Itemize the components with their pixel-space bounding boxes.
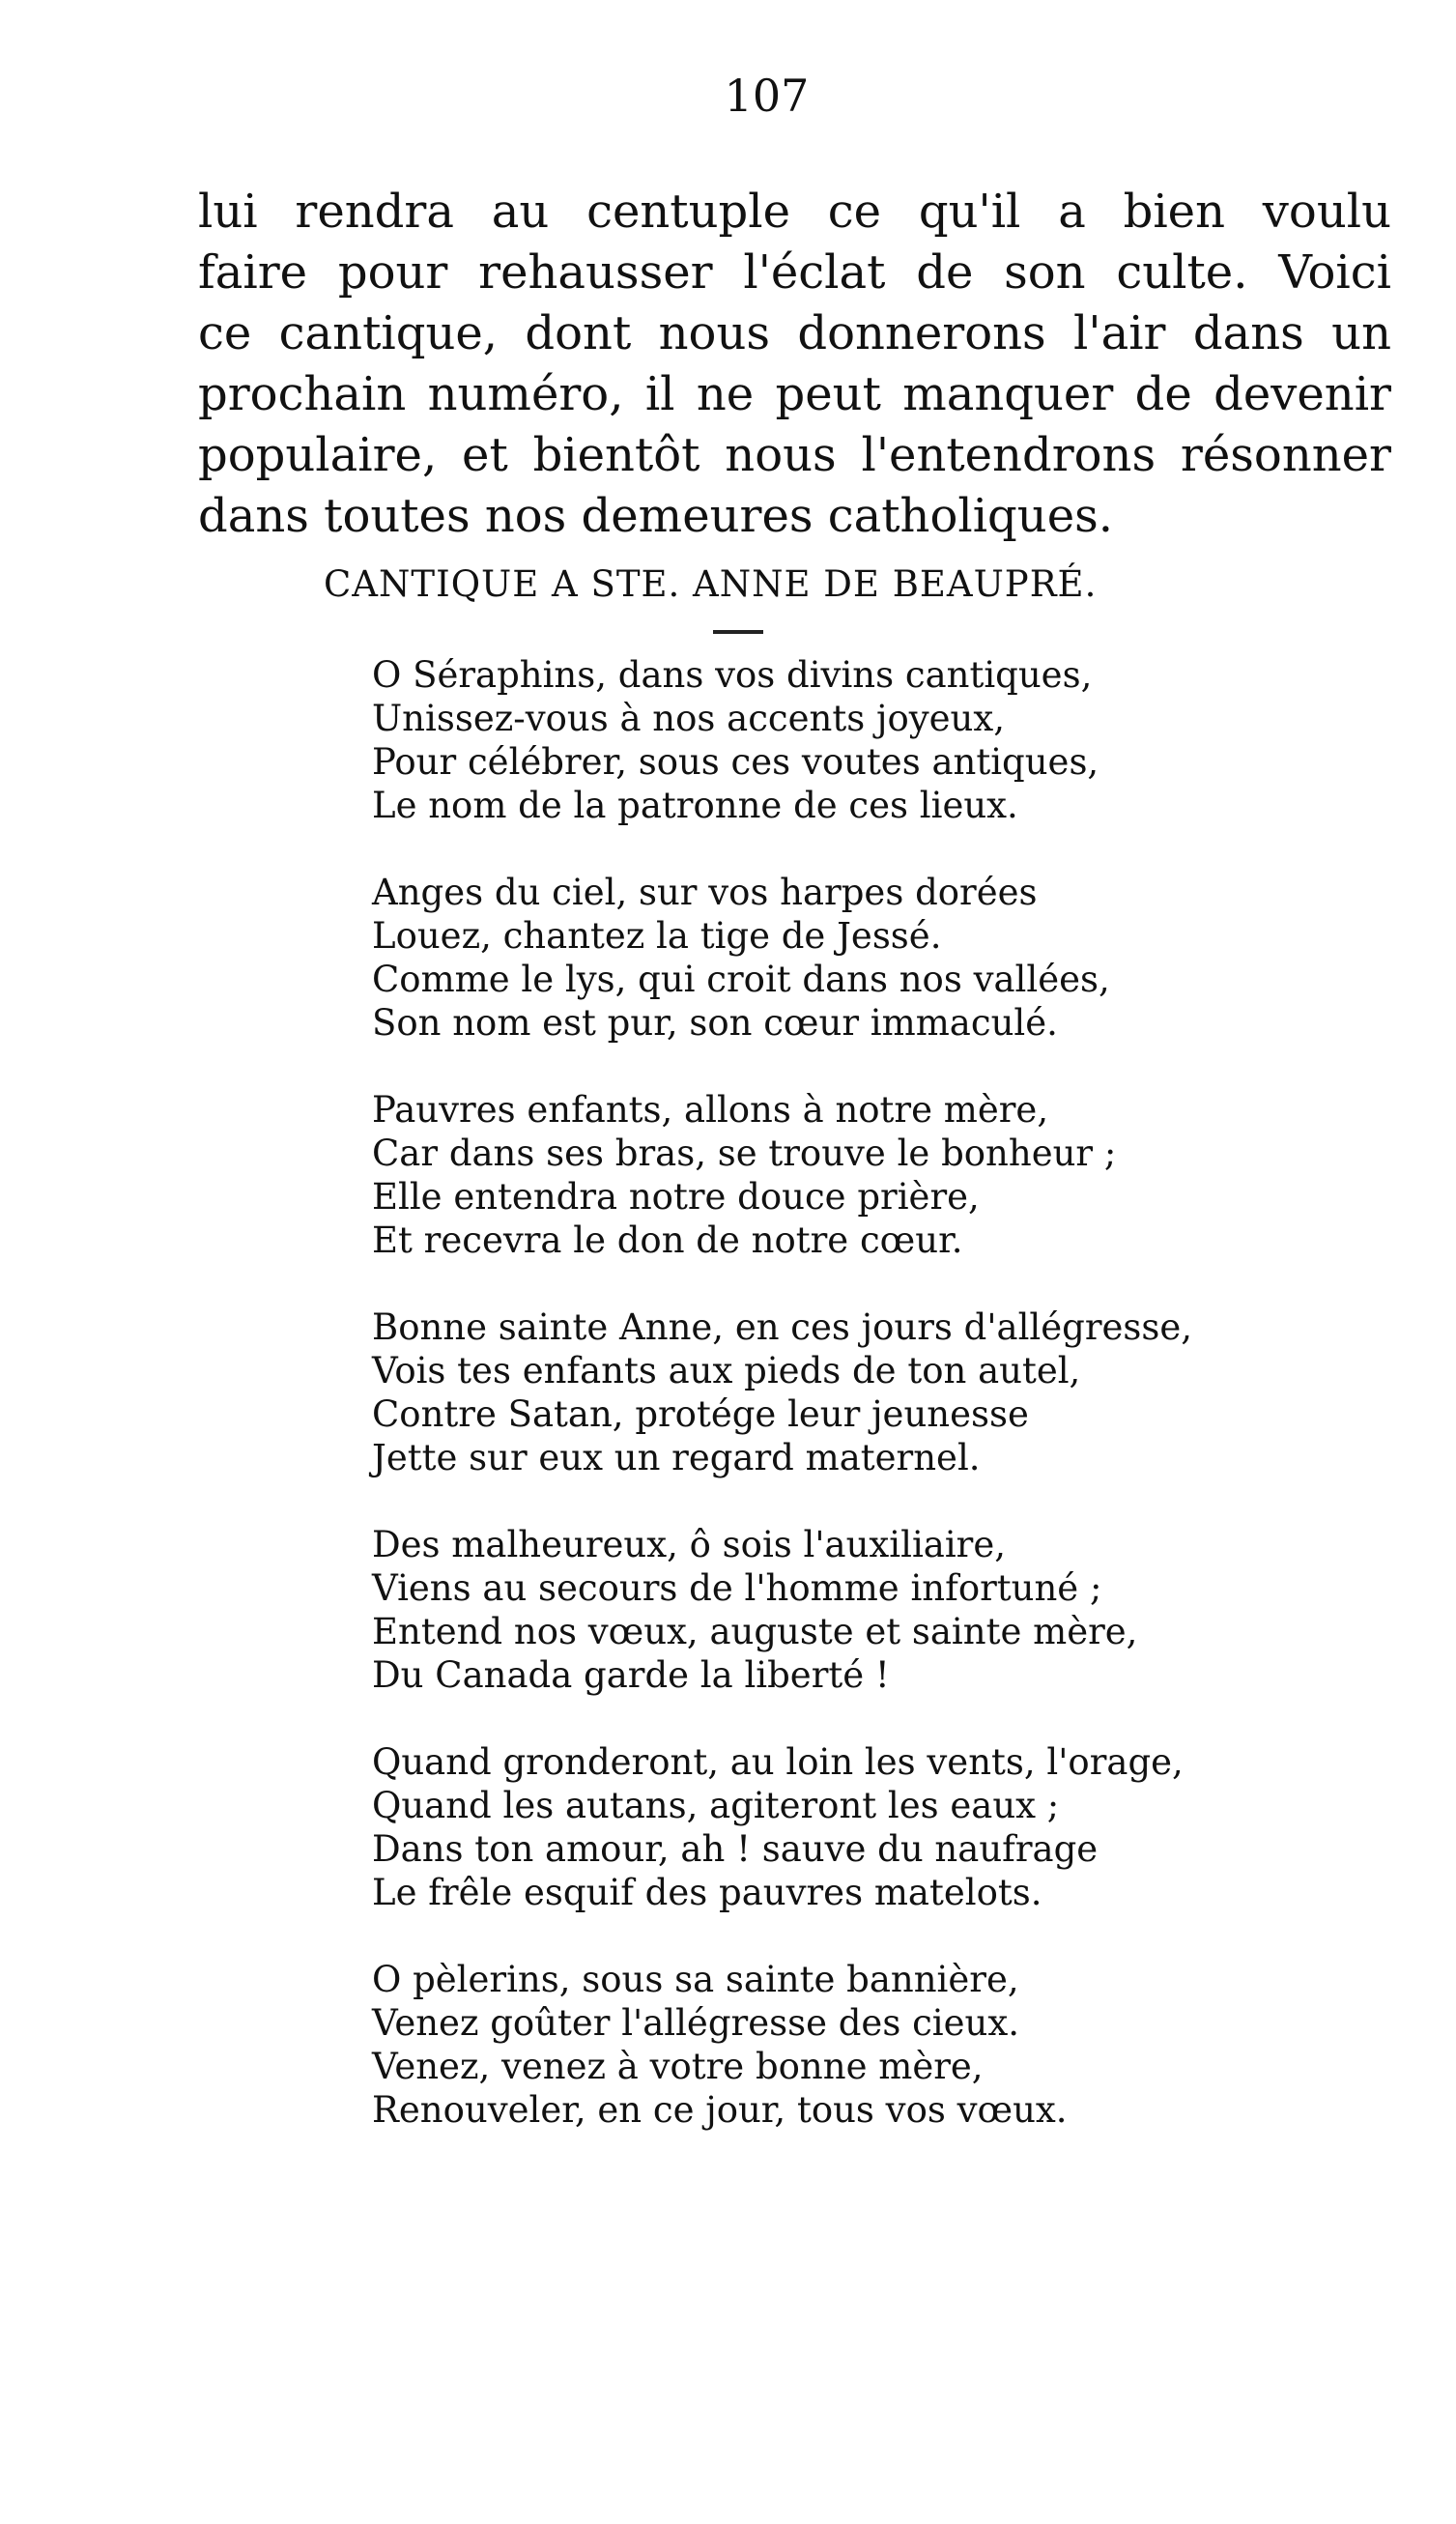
intro-line: faire pour rehausser l'éclat de son culte. Voici [198,245,1391,300]
verse: Louez, chantez la tige de Jessé. [372,915,942,957]
verse: Le frêle esquif des pauvres matelots. [372,1872,1042,1913]
stanza-3 [372,1088,1338,1262]
verse: Venez, venez à votre bonne mère, [372,2046,984,2087]
verse: Venez goûter l'allégresse des cieux. [372,2002,1019,2044]
verse: Car dans ses bras, se trouve le bonheur ; [372,1133,1117,1174]
verse: Quand les autans, agiteront les eaux ; [372,1785,1060,1826]
verse: Comme le lys, qui croit dans nos vallées, [372,959,1110,1000]
verse: Du Canada garde la liberté ! [372,1654,890,1696]
intro-line: ce cantique, dont nous donnerons l'air dans un [198,306,1391,360]
verse: Contre Satan, protége leur jeunesse [372,1393,1029,1435]
stanza-4 [372,1305,1338,1479]
verse: O pèlerins, sous sa sainte bannière, [372,1959,1019,2000]
verse: Dans ton amour, ah ! sauve du naufrage [372,1828,1099,1870]
verse: Viens au secours de l'homme infortuné ; [372,1567,1102,1609]
poem [372,653,1338,2175]
stanza-1 [372,653,1338,827]
verse: Unissez-vous à nos accents joyeux, [372,698,1005,739]
verse: Renouveler, en ce jour, tous vos vœux. [372,2089,1068,2131]
verse: Des malheureux, ô sois l'auxiliaire, [372,1524,1007,1565]
verse: Jette sur eux un regard maternel. [372,1437,981,1478]
verse: Le nom de la patronne de ces lieux. [372,785,1018,826]
intro-line: lui rendra au centuple ce qu'il a bien voulu [198,185,1391,239]
verse: Anges du ciel, sur vos harpes dorées [372,872,1038,913]
verse: Quand gronderont, au loin les vents, l'orage, [372,1741,1184,1783]
intro-line: populaire, et bientôt nous l'entendrons résonner [198,428,1391,482]
verse: Son nom est pur, son cœur immaculé. [372,1002,1058,1044]
page-number: 107 [724,70,810,122]
verse: Vois tes enfants aux pieds de ton autel, [372,1350,1081,1391]
poem-title: CANTIQUE A STE. ANNE DE BEAUPRÉ. [324,563,1098,605]
title-rule [713,630,763,634]
verse: Bonne sainte Anne, en ces jours d'allégresse, [372,1306,1193,1348]
stanza-7 [372,1958,1338,2132]
intro-line: prochain numéro, il ne peut manquer de devenir [198,367,1391,421]
intro-paragraph [198,182,1391,547]
verse: Entend nos vœux, auguste et sainte mère, [372,1611,1138,1652]
intro-line: dans toutes nos demeures catholiques. [198,489,1113,543]
verse: Et recevra le don de notre cœur. [372,1219,963,1261]
stanza-6 [372,1740,1338,1914]
verse: Pour célébrer, sous ces voutes antiques, [372,741,1099,783]
verse: Elle entendra notre douce prière, [372,1176,980,1218]
verse: Pauvres enfants, allons à notre mère, [372,1089,1049,1131]
verse: O Séraphins, dans vos divins cantiques, [372,654,1093,696]
stanza-2 [372,871,1338,1045]
stanza-5 [372,1523,1338,1697]
